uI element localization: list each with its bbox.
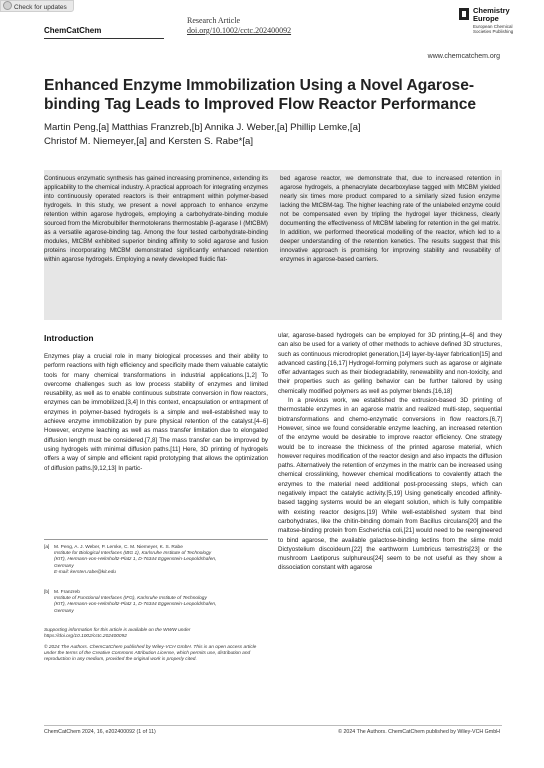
authors-line-2: Christof M. Niemeyer,[a] and Kersten S. Rabe*[a] (44, 136, 254, 147)
update-icon (3, 1, 12, 10)
check-for-updates-badge[interactable] (0, 0, 74, 12)
doi-link[interactable]: doi.org/10.1002/cctc.202400092 (187, 26, 292, 35)
affiliation-b (44, 590, 268, 615)
affiliation-a-label: [a] (44, 545, 50, 550)
abstract-box (44, 170, 502, 320)
abstract-right-column: bed agarose reactor, we demonstrate that, due to increased retention in agarose hydrogels, a phenacrylate decarboxylase tagged with MtCBM yielded nearly six times more product compared to a similarly sized fusion enzyme lacking the MtCBM-tag. The higher leaching rate of the unlabeled enzyme could not be compensated even by tripling the hydrogel layer thickness, clearly documenting the effectiveness of MtCBM labeling for retention in the gel matrix. In addition, we performed theoretical modelling of the reactor, which led to a deeper understanding of the retention kenetics. The results suggest that this innovative approach is promising for improving stability and reusability of enzymes in agarose-based carriers. (280, 175, 500, 264)
article-type: Research Article (187, 16, 241, 25)
affiliation-b-line: Germany (54, 608, 74, 614)
authors-line-1: Martin Peng,[a] Matthias Franzreb,[b] Annika J. Weber,[a] Phillip Lemke,[a] (44, 122, 361, 133)
article-title: Enhanced Enzyme Immobilization Using a Novel Agarose-binding Tag Leads to Improved Flow Reactor Performance (44, 77, 477, 113)
brand-name-line1: Chemistry (473, 6, 510, 15)
open-access-license-note: © 2024 The Authors. ChemCatChem published by Wiley-VCH GmbH. This is an open access article under the terms of the Creative Commons Attribution License, which permits use, distribution and reproduction in any medium, provided the original work is properly cited. (44, 645, 257, 663)
affiliation-a (44, 545, 268, 576)
brand-tagline1: European Chemical (473, 24, 513, 29)
body-left-column: Enzymes play a crucial role in many biological processes and their ability to perform reactions with high efficiency and specificity made them valuable catalytic tools for many chemical transformations in industrial applications.[1,2] To overcome challenges such as low process stability of enzymes and limited reusability, as well as to enable continuous substrate conversion in flow reactors, enzymes can be immobilized.[3,4] In this context, encapsulation or entrapment of enzymes in polymer-based hydrogels is a simple and well-established way to achieve enzyme immobilization by pure physical retention of the catalyst.[4–6] However, enzyme leaching as well as mass transfer limitation due to elongated diffusion length must be considered.[7,8] The mass transfer can be improved by using hydrogels with minimal diffusion paths.[11] Here, 3D printing of hydrogels offers a way of simple and efficient rapid prototyping that allows the optimization of diffusion paths.[9,12,13] In partic- (44, 353, 268, 472)
footer-divider (44, 725, 502, 726)
footer-citation: ChemCatChem 2024, 16, e202400092 (1 of 11) (44, 729, 156, 735)
affiliation-a-names: M. Peng, A. J. Weber, P. Lemke, C. M. Niemeyer, K. S. Rabe (54, 545, 183, 550)
corresponding-email[interactable]: E-mail: kersten.rabe@kit.edu (54, 569, 116, 575)
brand-tagline2: Societies Publishing (473, 29, 514, 34)
body-paragraph-1: ular, agarose-based hydrogels can be employed for 3D printing,[4–6] and they can also be used for a variety of other methods to achieve defined 3D structures, such as continuous microdroplet generation,[14] layer-by-layer fabrication[15] and advanced casting.[16,17] Hydrogel-forming polymers such as agarose or alginate offer advantages such as their biodegradability, renewability and non-toxicity, and their properties such as gelling behavior can be further tailored by using chemically modified polymers as well as polymer blends.[16,18] (278, 332, 502, 395)
brand-name-line2: Europe (473, 14, 499, 23)
affiliation-a-line: Germany (54, 563, 74, 569)
body-paragraph-2: In a previous work, we established the extrusion-based 3D printing of thermostable enzymes in an agarose matrix and realized multi-step, sequential biotransformations and chemo-enzymatic conversions in flow reactors.[6,7] However, since we found considerable enzyme leaching, an increased retention of the enzyme would be desirable to improve reactor efficiency. One strategy would be to increase the thickness of the printed agarose material, which however requires modification of the reactor design and also impacts the diffusion paths. Alternatively the retention of enzymes in the matrix can be increased using chemical crosslinking, however chemical modifications to covalently attach the enzymes to the material need additional post-processing steps, which can negatively impact the catalytic activity.[5,19] Using genetically encoded affinity-based tagging systems would be an elegant solution, which is fully compatible with existing reactor designs.[19] While well-established system that bind carbohydrates, like the chitin-binding domain from Bacillus circulans[20] and the maltose-binding protein from Escherichia coli,[21] would need to be reengineered to bind agarose, the available galactose-binding lectins from the slime mold Dictyostelium discoideum,[22] the earthworm Lumbricus terrestris[23] or the mushroom Laetiporus sulphureus[24] seem to be not useful as they show a dissociation constant with agarose (278, 397, 502, 572)
affiliation-b-line: (KIT), Hermann-von-Helmholtz-Platz 1, D-76344 Eggenstein-Leopoldshafen, (54, 602, 217, 608)
update-label: Check for updates (14, 4, 67, 11)
author-list (44, 121, 484, 149)
affiliation-b-names: M. Franzreb (54, 590, 80, 595)
body-right-column (278, 331, 502, 573)
affiliation-b-label: [b] (44, 590, 50, 595)
journal-website-link[interactable]: www.chemcatchem.org (427, 53, 500, 60)
supporting-information-note[interactable]: Supporting information for this article is available on the WWW under https://doi.org/10.1002/cctc.202400092 (44, 628, 191, 640)
footer-copyright: © 2024 The Authors. ChemCatChem published by Wiley-VCH GmbH (338, 729, 500, 735)
journal-name: ChemCatChem (44, 26, 102, 35)
footnote-divider (44, 539, 268, 540)
chemistry-europe-logo-icon (459, 8, 469, 20)
affiliation-a-line: (KIT), Hermann-von-Helmholtz-Platz 1, D-76344 Eggenstein-Leopoldshafen, (54, 557, 217, 563)
affiliation-b-line: Institute of Functional Interfaces (IFG), Karlsruhe Institute of Technology (54, 596, 207, 602)
header-divider (44, 38, 164, 39)
section-heading-introduction: Introduction (44, 333, 94, 343)
abstract-left-column: Continuous enzymatic synthesis has gained increasing prominence, extending its applicability to the chemical industry. A practical approach for integrating enzymes into continuously operated reactors is their entrapment within polymer-based hydrogels. In this study, we present a novel approach to enhance enzyme retention within agarose hydrogels, employing a carbohydrate-binding module sourced from the Microbulbifer thermotolerans thermostable β-agarase I (MtCBM) as a versatile agarose-binding tag. Among the four tested carbohydrate-binding modules, MtCBM exhibited superior binding affinity to solid agarose and fusion proteins incorporating MtCBM demonstrated significantly enhanced retention within agarose hydrogels. Employing a newly developed fluidic flat- (44, 175, 268, 264)
affiliation-a-line: Institute for Biological Interfaces (IBG 1), Karlsruhe Institute of Technology (54, 551, 212, 557)
